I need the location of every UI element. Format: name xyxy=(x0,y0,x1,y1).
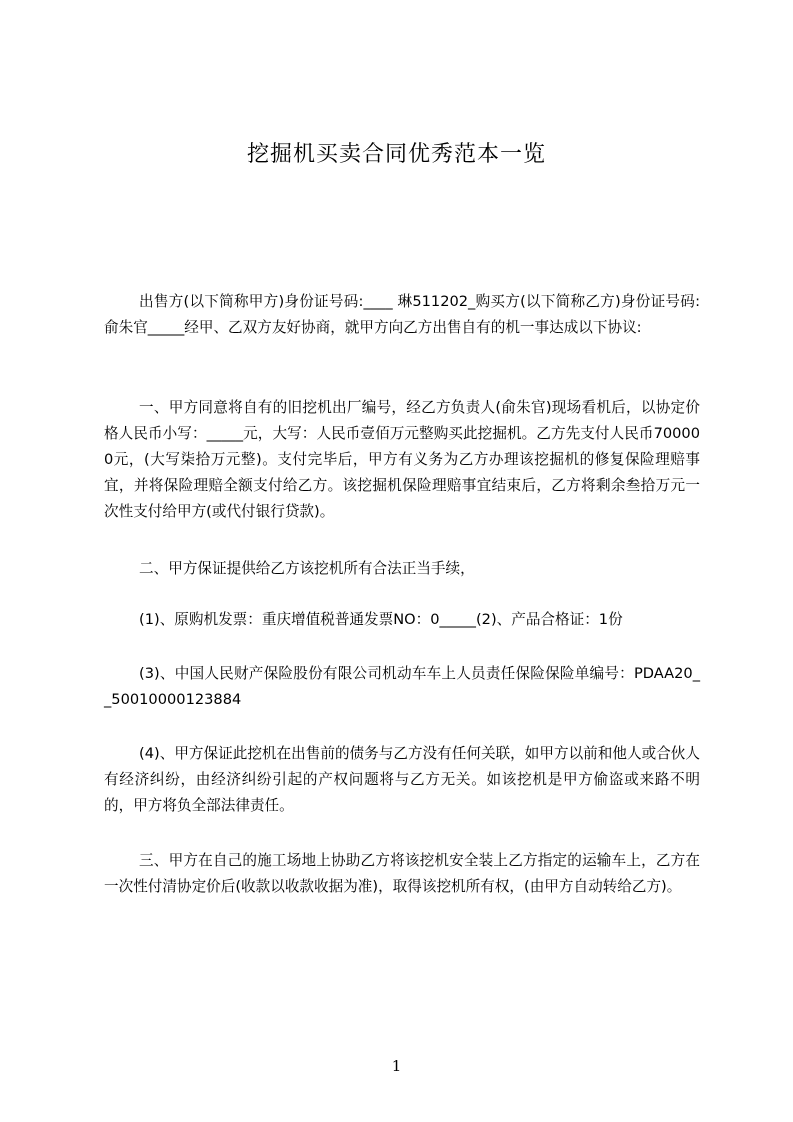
page-number: 1 xyxy=(391,1057,402,1075)
document-title: 挖掘机买卖合同优秀范本一览 xyxy=(246,142,546,167)
paragraph-parties: 出售方(以下简称甲方)身份证号码:____ 琳511202_购买方(以下简称乙方)身份证号码:俞朱官_____经甲、乙双方友好协商，就甲方向乙方出售自有的机一事达成以下协议: xyxy=(104,293,700,336)
paragraph-item-1: (1)、原购机发票：重庆增值税普通发票NO：0_____(2)、产品合格证：1份 xyxy=(139,611,623,628)
paragraph-clause-1: 一、甲方同意将自有的旧挖机出厂编号，经乙方负责人(俞朱官)现场看机后，以协定价格人民币小写：_____元，大写：人民币壹佰万元整购买此挖掘机。乙方先支付人民币700000元，(大写柒拾万元整)。支付完毕后，甲方有义务为乙方办理该挖掘机的修复保险理赔事宜，并将保险理赔全额支付给乙方。该挖掘机保险理赔事宜结束后，乙方将剩余叁拾万元一次性支付给甲方(或代付银行贷款)。 xyxy=(104,399,700,520)
paragraph-clause-3: 三、甲方在自己的施工场地上协助乙方将该挖机安全装上乙方指定的运输车上，乙方在一次性付清协定价后(收款以收款收据为准)，取得该挖机所有权，(由甲方自动转给乙方)。 xyxy=(104,852,700,895)
paragraph-clause-2: 二、甲方保证提供给乙方该挖机所有合法正当手续， xyxy=(139,560,475,577)
paragraph-item-4: (4)、甲方保证此挖机在出售前的债务与乙方没有任何关联，如甲方以前和他人或合伙人有经济纠纷，由经济纠纷引起的产权问题将与乙方无关。如该挖机是甲方偷盗或来路不明的，甲方将负全部法律责任。 xyxy=(104,745,700,814)
paragraph-item-3: (3)、中国人民财产保险股份有限公司机动车车上人员责任保险保险单编号：PDAA20__50010000123884 xyxy=(104,665,700,708)
